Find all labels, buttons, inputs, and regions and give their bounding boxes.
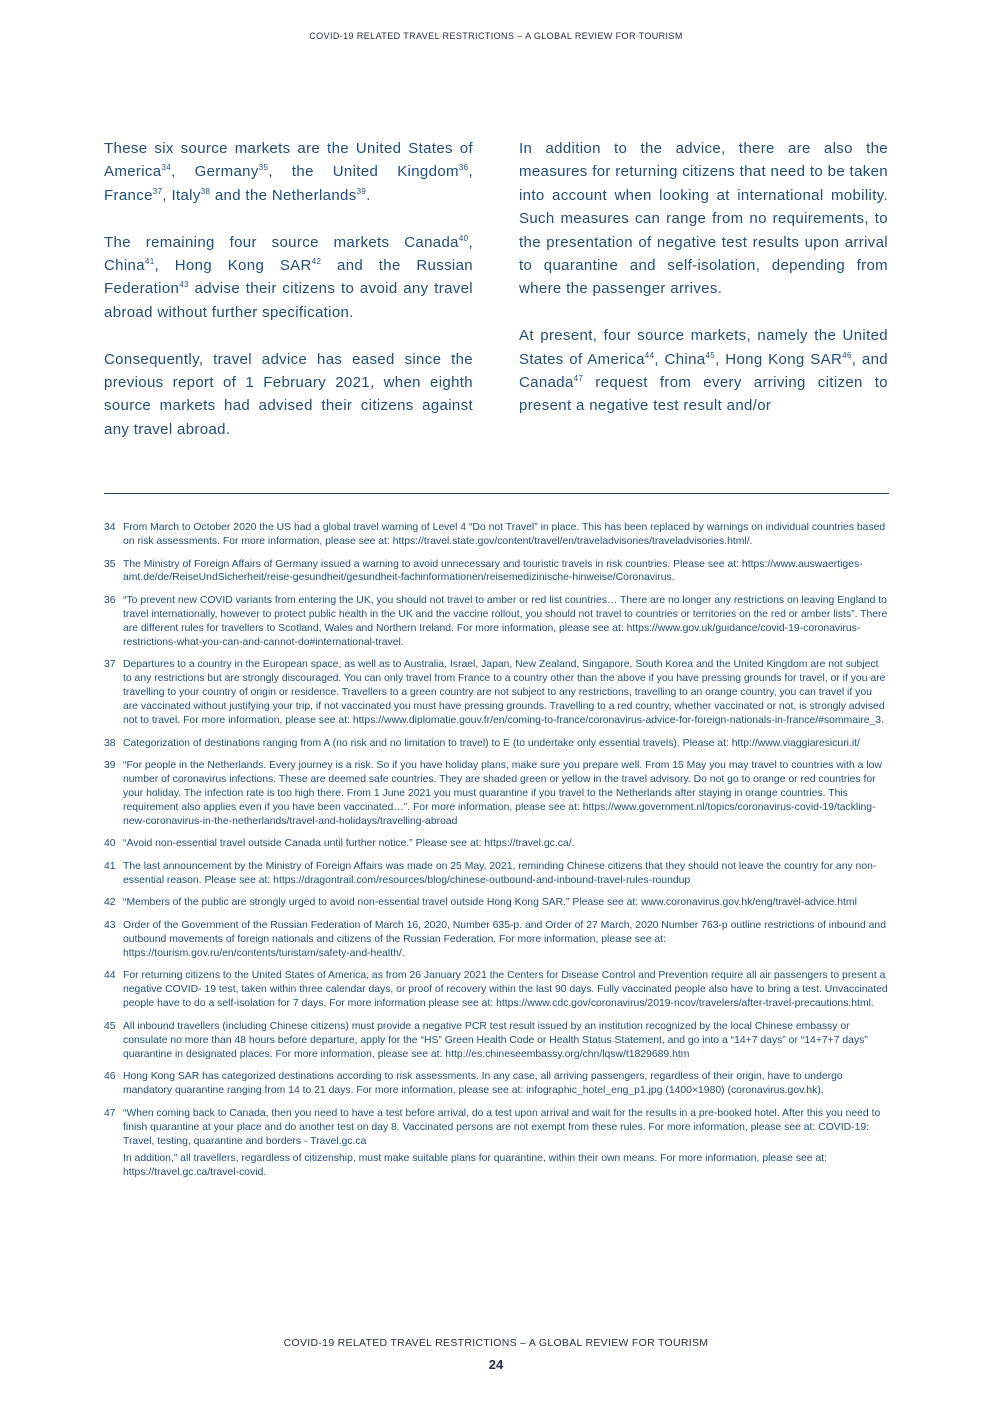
- footnote-text: The last announcement by the Ministry of Foreign Affairs was made on 25 May, 2021, reminding Chinese citizens that they should not leave the country for any non-essential reason. Please see at: https://dragontrail.com/resources/blog/chinese-outbound-and-inbound-travel-rules-roundup: [123, 860, 877, 886]
- footnote-number: 40: [104, 838, 116, 850]
- footnote-ref[interactable]: 37: [152, 186, 163, 196]
- footnote-text: From March to October 2020 the US had a global travel warning of Level 4 “Do not Travel” in place. This has been replaced by warnings on individual countries based on risk assessments. For more information, please see at: https://travel.state.gov/content/travel/en/traveladvisories/traveladvisories.html/.: [123, 522, 886, 547]
- footnote-ref[interactable]: 47: [573, 374, 584, 384]
- footnote-text: “Avoid non-essential travel outside Canada until further notice.” Please see at: https://travel.gc.ca/.: [123, 838, 575, 850]
- footnote-ref[interactable]: 38: [200, 186, 211, 196]
- footnote-ref[interactable]: 43: [179, 280, 189, 290]
- footnote-number: 45: [104, 1020, 116, 1032]
- footnote: [104, 837, 888, 851]
- right-column: [519, 137, 888, 441]
- footnote-text: “For people in the Netherlands. Every journey is a risk. So if you have holiday plans, make sure you prepare well. From 15 May you may travel to countries with a low number of coronavirus infections. These are deemed safe countries. They are shaded green or yellow in the travel advisory. Do not go to orange or red countries for your holiday. The infection rate is too high there. From 1 June 2021 you must quarantine if you travel to the Netherlands after staying in orange countries. This requirement also applies even if you have been vaccinated…”. For more information, please see at: https://www.government.nl/topics/coronavirus-covid-19/tackling-new-coronavirus-in-the-netherlands/travel-and-holidays/travelling-abroad: [123, 760, 882, 827]
- footnote: [104, 969, 888, 1011]
- paragraph-remaining-markets: The remaining four source markets Canada$^{40}$, China$^{41}$, Hong Kong SAR$^{42}$ and the Russian Federation$^{43}$ advise their citizens to avoid any travel abroad without further specification.: [104, 233, 473, 321]
- footnotes: [104, 521, 888, 1189]
- footnote-ref[interactable]: 46: [842, 350, 852, 360]
- paragraph-source-markets: These six source markets are the United States of America$^{34}$, Germany$^{35}$, the United Kingdom$^{36}$, France$^{37}$, Italy$^{38}$ and the Netherlands$^{39}$.: [104, 140, 473, 204]
- footnote-text-continued: In addition,” all travellers, regardless of citizenship, must make suitable plans for quarantine, within their own means. For more information, please see at: https://travel.gc.ca/travel-covid.: [123, 1153, 828, 1179]
- running-footer: COVID-19 RELATED TRAVEL RESTRICTIONS – A GLOBAL REVIEW FOR TOURISM: [283, 1337, 709, 1349]
- footnote-ref[interactable]: 36: [458, 163, 469, 173]
- footnote-number: 35: [104, 558, 116, 570]
- footnote: [104, 1070, 888, 1098]
- footnote-text: “When coming back to Canada, then you need to have a test before arrival, do a test upon arrival and wait for the results in a pre-booked hotel. After this you need to finish quarantine at your place and do another test on day 8. Vaccinated persons are not exempt from these rules. For more information, please see at: COVID-19: Travel, testing, quarantine and borders - Travel.gc.ca: [123, 1107, 881, 1147]
- footnote-number: 41: [104, 860, 116, 872]
- footnote-number: 46: [104, 1071, 116, 1083]
- footnote-text: Departures to a country in the European space, as well as to Australia, Israel, Japan, New Zealand, Singapore, South Korea and the United Kingdom are not subject to any restrictions but are strongly discouraged. You can only travel from France to a country other than the above if you have pressing grounds for travel, or if you are travelling to your country of origin or residence. Travellers to a green country are not subject to any restrictions, travelling to an orange country, you can travel if you are vaccinated without justifying your trip, if not vaccinated you must have pressing grounds. Travelling to a red country, whether vaccinated or not, is strongly advised not to travel. For more information, please see at: https://www.diplomatie.gouv.fr/en/coming-to-france/coronavirus-advice-for-foreign-nationals-in-france/#sommaire_3.: [123, 659, 886, 726]
- footnote: [104, 860, 888, 888]
- footnote-text: The Ministry of Foreign Affairs of Germany issued a warning to avoid unnecessary and touristic travels in risk countries. Please see at: https://www.auswaertiges-amt.de/de/ReiseUndSicherheit/reise-gesundheit/gesundheit-fachinformationen/reisemedizinische-hinweise/Coronavirus.: [123, 558, 863, 584]
- footnote-number: 44: [104, 970, 116, 982]
- footnote-text: “To prevent new COVID variants from entering the UK, you should not travel to amber or red list countries… There are no longer any restrictions on leaving England to travel internationally, however to protect public health in the UK and the vaccine rollout, you should not travel to countries or territories on the red or amber lists”. There are different rules for travellers to Scotland, Wales and Northern Ireland. For more information, please see at: https://www.gov.uk/guidance/covid-19-coronavirus-restrictions-what-you-can-and-cannot-do#international-travel.: [123, 595, 888, 648]
- footnote-text: “Members of the public are strongly urged to avoid non-essential travel outside Hong Kong SAR.” Please see at: www.coronavirus.gov.hk/eng/travel-advice.html: [123, 897, 857, 909]
- footnote-ref[interactable]: 41: [144, 257, 155, 267]
- footnote-ref[interactable]: 45: [705, 350, 716, 360]
- footnote: [104, 521, 888, 549]
- footnote-ref[interactable]: 44: [644, 350, 655, 360]
- footnote: [104, 1020, 888, 1062]
- paragraph-consequently: Consequently, travel advice has eased since the previous report of 1 February 2021, when eighth source markets had advised their citizens against any travel abroad.: [104, 350, 473, 438]
- footnote-ref[interactable]: 42: [311, 257, 322, 267]
- page-number: 24: [488, 1357, 504, 1372]
- paragraph-at-present: At present, four source markets, namely the United States of America$^{44}$, China$^{45}$, Hong Kong SAR$^{46}$, and Canada$^{47}$ request from every arriving citizen to present a negative test result and/or: [519, 327, 888, 415]
- footnote-number: 42: [104, 897, 116, 909]
- footnote-number: 34: [104, 522, 116, 533]
- running-header: COVID-19 RELATED TRAVEL RESTRICTIONS – A GLOBAL REVIEW FOR TOURISM: [309, 31, 683, 41]
- footnote: [104, 896, 888, 910]
- footnote: [104, 558, 888, 586]
- footnote-number: 37: [104, 659, 116, 671]
- footnote-text: For returning citizens to the United States of America, as from 26 January 2021 the Centers for Disease Control and Prevention require all air passengers to present a negative COVID- 19 test, taken within three calendar days, or proof of recovery within the last 90 days. Fully vaccinated people also have to bring a test. Unvaccinated people have to do a self-isolation for 7 days. For more information please see at: https://www.cdc.gov/coronavirus/2019-ncov/travelers/after-travel-precautions.html.: [123, 970, 888, 1010]
- footnote-text: All inbound travellers (including Chinese citizens) must provide a negative PCR test result issued by an institution recognized by the local Chinese embassy or consulate no more than 48 hours before departure, apply for the “HS” Green Health Code or Health Status Statement, and go into a “14+7 days” or “14+7+7 days” quarantine in designated places. For more information, please see at: http://es.chineseembassy.org/chn/lqsw/t1829689.htm: [123, 1020, 868, 1060]
- footnote-ref[interactable]: 34: [161, 163, 172, 173]
- footnote: [104, 919, 888, 961]
- footnote-number: 47: [104, 1107, 116, 1119]
- footnote-text: Categorization of destinations ranging from A (no risk and no limitation to travel) to E (to undertake only essential travels). Please at: http://www.viaggiaresicuri.it/: [123, 737, 860, 749]
- footnote: [104, 658, 888, 728]
- paragraph-returning-citizens: In addition to the advice, there are also the measures for returning citizens that need to be taken into account when looking at international mobility. Such measures can range from no requirements, to the presentation of negative test results upon arrival to quarantine and self-isolation, depending from where the passenger arrives.: [519, 140, 888, 298]
- footnote-ref[interactable]: 39: [356, 186, 367, 196]
- footnote-text: Hong Kong SAR has categorized destinations according to risk assessments. In any case, all arriving passengers, regardless of their origin, have to undergo mandatory quarantine ranging from 14 to 21 days. For more information, please see at: infographic_hotel_eng_p1.jpg (1400×1980) (coronavirus.gov.hk).: [123, 1071, 843, 1097]
- footnote: [104, 759, 888, 829]
- left-column: [104, 137, 473, 465]
- footnote-number: 38: [104, 737, 116, 749]
- footnote-ref[interactable]: 40: [458, 233, 469, 243]
- footnote: [104, 1107, 888, 1181]
- footnote-text: Order of the Government of the Russian Federation of March 16, 2020, Number 635-p. and Order of 27 March, 2020 Number 763-p outline restrictions of inbound and outbound movements of foreign nationals and citizens of the Russian Federation. For more information, please see at: https://tourism.gov.ru/en/contents/turistam/safety-and-health/.: [123, 920, 886, 959]
- footnote: [104, 737, 888, 751]
- footnote-number: 39: [104, 760, 116, 772]
- footnote-ref[interactable]: 35: [258, 163, 269, 173]
- footnote: [104, 594, 888, 650]
- footnote-divider: [104, 493, 889, 494]
- footnote-number: 43: [104, 920, 116, 932]
- footnote-number: 36: [104, 595, 116, 606]
